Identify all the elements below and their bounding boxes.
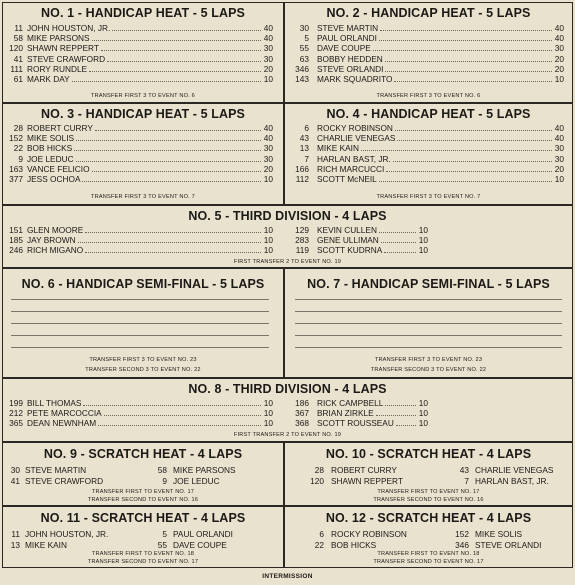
- car-number: 13: [299, 143, 309, 154]
- entry-row: [285, 225, 574, 235]
- semi-6-title: NO. 6 - HANDICAP SEMI-FINAL - 5 LAPS: [21, 277, 265, 291]
- entry-row: [3, 408, 285, 418]
- entry-row: [285, 418, 574, 428]
- heat-3-title: NO. 3 - HANDICAP HEAT - 5 LAPS: [41, 107, 245, 121]
- driver-name: STEVE ORLANDI: [317, 63, 384, 74]
- driver-name: PETE MARCOCCIA: [27, 408, 102, 419]
- entry-row: [3, 43, 283, 53]
- heat-2-transfer-note: TRANSFER FIRST 3 TO EVENT NO. 6: [376, 93, 481, 99]
- car-number: 28: [314, 465, 324, 475]
- leader-dots: [397, 133, 552, 141]
- leader-dots: [379, 225, 416, 233]
- handicap-points: 10: [263, 225, 273, 235]
- car-number: 246: [9, 245, 23, 256]
- heat-1-box: [2, 2, 284, 103]
- semi-7-transfer-second: TRANSFER SECOND 3 TO EVENT NO. 22: [370, 367, 487, 373]
- leader-dots: [82, 174, 261, 182]
- driver-name: BRIAN ZIRKLE: [317, 408, 374, 419]
- entry-row: [285, 54, 572, 64]
- event-5-box: [2, 205, 573, 268]
- entry-row: [285, 408, 574, 418]
- leader-dots: [76, 154, 261, 162]
- driver-name: STEVE CRAWFORD: [25, 475, 104, 486]
- handicap-points: 40: [554, 23, 564, 33]
- intermission-label: INTERMISSION: [262, 573, 313, 580]
- scratch-9-transfer-second: TRANSFER SECOND TO EVENT NO. 16: [87, 497, 199, 503]
- entry-row: [285, 398, 574, 408]
- driver-name: MIKE KAIN: [317, 143, 359, 154]
- scratch-9-title: NO. 9 - SCRATCH HEAT - 4 LAPS: [43, 447, 243, 461]
- heat-3-entries: [3, 123, 283, 184]
- scratch-10-transfer-second: TRANSFER SECOND TO EVENT NO. 16: [373, 497, 484, 503]
- driver-name: SHAWN REPPERT: [27, 43, 99, 54]
- entry-row: [285, 235, 574, 245]
- scratch-11-box: [2, 506, 284, 568]
- driver-name: SHAWN REPPERT: [331, 475, 403, 486]
- entry-row: [285, 174, 572, 184]
- car-number: 119: [295, 245, 309, 256]
- car-number: 63: [299, 53, 309, 64]
- handicap-points: 40: [263, 23, 273, 33]
- leader-dots: [107, 54, 261, 62]
- driver-name: BOBBY HEDDEN: [317, 53, 383, 64]
- car-number: 7: [464, 475, 469, 486]
- leader-dots: [92, 33, 261, 41]
- handicap-points: 40: [554, 33, 564, 44]
- driver-name: JOE LEDUC: [173, 475, 220, 486]
- driver-name: HARLAN BAST, JR.: [475, 475, 549, 486]
- result-line: [11, 335, 269, 336]
- car-number: 41: [13, 53, 23, 64]
- entry-row: [3, 74, 283, 84]
- scratch-12-transfer-first: TRANSFER FIRST TO EVENT NO. 18: [377, 551, 480, 557]
- driver-name: DEAN NEWNHAM: [27, 418, 97, 429]
- driver-name: DAVE COUPE: [173, 539, 227, 550]
- semi-6-transfer-second: TRANSFER SECOND 3 TO EVENT NO. 22: [85, 367, 201, 373]
- driver-name: JOE LEDUC: [27, 153, 74, 164]
- car-number: 5: [162, 529, 167, 539]
- scratch-10-box: [284, 442, 573, 506]
- leader-dots: [76, 133, 261, 141]
- car-number: 143: [295, 73, 309, 84]
- car-number: 111: [10, 63, 23, 74]
- car-number: 22: [13, 143, 23, 154]
- driver-name: HARLAN BAST, JR.: [317, 153, 391, 164]
- entry-row: [285, 23, 572, 33]
- entry-row: [285, 154, 572, 164]
- car-number: 120: [310, 475, 324, 486]
- driver-name: GENE ULLIMAN: [317, 235, 379, 246]
- driver-name: STEVE CRAWFORD: [27, 53, 106, 64]
- event-8-transfer-note: FIRST TRANSFER 2 TO EVENT NO. 19: [233, 432, 342, 438]
- scratch-11-transfer-second: TRANSFER SECOND TO EVENT NO. 17: [87, 559, 199, 565]
- entry-row: [285, 64, 572, 74]
- driver-name: PAUL ORLANDI: [173, 529, 233, 539]
- leader-dots: [380, 23, 552, 31]
- entry-row: [285, 43, 572, 53]
- handicap-points: 30: [554, 153, 564, 164]
- driver-name: ROCKY ROBINSON: [317, 123, 393, 133]
- leader-dots: [395, 123, 552, 131]
- scratch-9-transfer-first: TRANSFER FIRST TO EVENT NO. 17: [91, 489, 195, 495]
- entry-row: [285, 164, 572, 174]
- leader-dots: [74, 143, 261, 151]
- heat-2-entries: [285, 23, 572, 84]
- car-number: 120: [9, 43, 23, 54]
- result-line: [295, 323, 562, 324]
- car-number: 199: [9, 398, 23, 408]
- leader-dots: [104, 408, 261, 416]
- entry-row: [3, 143, 283, 153]
- entry-row: [285, 133, 572, 143]
- driver-name: ROBERT CURRY: [27, 123, 93, 133]
- result-line: [295, 347, 562, 348]
- car-number: 166: [295, 163, 309, 174]
- event-5-left-entries: [3, 225, 285, 256]
- leader-dots: [361, 143, 552, 151]
- handicap-points: 20: [263, 63, 273, 74]
- car-number: 365: [9, 418, 23, 429]
- entry-row: [285, 245, 574, 255]
- driver-name: SCOTT ROUSSEAU: [317, 418, 394, 429]
- leader-dots: [89, 64, 261, 72]
- semi-7-transfer-first: TRANSFER FIRST 3 TO EVENT NO. 23: [374, 357, 483, 363]
- leader-dots: [376, 408, 416, 416]
- handicap-points: 30: [554, 43, 564, 54]
- scratch-12-title: NO. 12 - SCRATCH HEAT - 4 LAPS: [325, 511, 532, 525]
- leader-dots: [386, 164, 552, 172]
- entry-row: [3, 54, 283, 64]
- entry-row: [3, 398, 285, 408]
- driver-name: MIKE SOLIS: [475, 529, 523, 539]
- handicap-points: 10: [263, 418, 273, 429]
- handicap-points: 10: [263, 398, 273, 408]
- handicap-points: 10: [554, 173, 564, 184]
- car-number: 9: [162, 475, 167, 486]
- car-number: 61: [13, 73, 23, 84]
- heat-3-transfer-note: TRANSFER FIRST 3 TO EVENT NO. 7: [90, 194, 195, 200]
- leader-dots: [385, 54, 552, 62]
- event-8-left-entries: [3, 398, 285, 429]
- handicap-points: 30: [263, 153, 273, 164]
- car-number: 129: [295, 225, 309, 235]
- handicap-points: 10: [554, 73, 564, 84]
- handicap-points: 20: [263, 163, 273, 174]
- heat-2-box: [284, 2, 573, 103]
- car-number: 6: [319, 529, 324, 539]
- car-number: 377: [9, 173, 23, 184]
- driver-name: BOB HICKS: [331, 539, 377, 550]
- handicap-points: 40: [263, 133, 273, 144]
- car-number: 186: [295, 398, 309, 408]
- driver-name: SCOTT KUDRNA: [317, 245, 383, 256]
- car-number: 367: [295, 408, 309, 419]
- driver-name: SCOTT McNEIL: [317, 173, 377, 184]
- leader-dots: [98, 418, 261, 426]
- leader-dots: [92, 164, 261, 172]
- scratch-12-transfer-second: TRANSFER SECOND TO EVENT NO. 17: [373, 559, 484, 565]
- handicap-points: 10: [418, 225, 428, 235]
- driver-name: CHARLIE VENEGAS: [475, 465, 554, 475]
- event-5-title: NO. 5 - THIRD DIVISION - 4 LAPS: [188, 209, 387, 223]
- car-number: 152: [9, 133, 23, 144]
- leader-dots: [78, 235, 261, 243]
- result-line: [295, 299, 562, 300]
- driver-name: RORY RUNDLE: [27, 63, 88, 74]
- heat-4-title: NO. 4 - HANDICAP HEAT - 5 LAPS: [326, 107, 531, 121]
- handicap-points: 10: [263, 173, 273, 184]
- leader-dots: [379, 33, 552, 41]
- heat-1-entries: [3, 23, 283, 84]
- handicap-points: 30: [263, 43, 273, 54]
- entry-row: [3, 64, 283, 74]
- handicap-points: 10: [418, 398, 428, 408]
- event-8-title: NO. 8 - THIRD DIVISION - 4 LAPS: [188, 382, 387, 396]
- entry-row: [3, 164, 283, 174]
- handicap-points: 10: [418, 235, 428, 246]
- car-number: 13: [10, 539, 20, 550]
- result-line: [11, 323, 269, 324]
- heat-4-box: [284, 103, 573, 205]
- driver-name: PAUL ORLANDI: [317, 33, 377, 44]
- car-number: 55: [157, 539, 167, 550]
- car-number: 7: [304, 153, 309, 164]
- leader-dots: [393, 154, 552, 162]
- handicap-points: 30: [263, 143, 273, 154]
- semi-7-box: [284, 268, 573, 378]
- car-number: 30: [10, 465, 20, 475]
- car-number: 212: [9, 408, 23, 419]
- car-number: 58: [157, 465, 167, 475]
- result-line: [295, 311, 562, 312]
- heat-4-transfer-note: TRANSFER FIRST 3 TO EVENT NO. 7: [376, 194, 481, 200]
- leader-dots: [95, 123, 261, 131]
- entry-row: [3, 133, 283, 143]
- driver-name: DAVE COUPE: [317, 43, 371, 54]
- semi-7-title: NO. 7 - HANDICAP SEMI-FINAL - 5 LAPS: [307, 277, 550, 291]
- car-number: 6: [304, 123, 309, 133]
- handicap-points: 10: [263, 73, 273, 84]
- driver-name: JOHN HOUSTON, JR.: [25, 529, 109, 539]
- leader-dots: [396, 418, 416, 426]
- leader-dots: [85, 245, 261, 253]
- car-number: 43: [459, 465, 469, 475]
- car-number: 5: [304, 33, 309, 44]
- scratch-12-box: [284, 506, 573, 568]
- semi-6-box: [2, 268, 284, 378]
- handicap-points: 10: [263, 245, 273, 256]
- car-number: 346: [295, 63, 309, 74]
- heat-3-box: [2, 103, 284, 205]
- car-number: 185: [9, 235, 23, 246]
- driver-name: VANCE FELICIO: [27, 163, 90, 174]
- leader-dots: [85, 225, 261, 233]
- car-number: 11: [11, 529, 20, 539]
- handicap-points: 30: [263, 53, 273, 64]
- driver-name: JESS OCHOA: [27, 173, 81, 184]
- car-number: 22: [314, 539, 324, 550]
- driver-name: STEVE MARTIN: [317, 23, 379, 33]
- handicap-points: 10: [418, 418, 428, 429]
- result-line: [11, 299, 269, 300]
- handicap-points: 40: [263, 33, 273, 44]
- car-number: 152: [455, 529, 469, 539]
- handicap-points: 40: [263, 123, 273, 133]
- car-number: 30: [299, 23, 309, 33]
- event-5-transfer-note: FIRST TRANSFER 2 TO EVENT NO. 19: [233, 259, 342, 265]
- car-number: 9: [18, 153, 23, 164]
- heat-2-title: NO. 2 - HANDICAP HEAT - 5 LAPS: [326, 6, 531, 20]
- event-5-right-entries: [285, 225, 574, 256]
- leader-dots: [373, 43, 552, 51]
- driver-name: ROBERT CURRY: [331, 465, 397, 475]
- handicap-points: 30: [554, 143, 564, 154]
- handicap-points: 10: [418, 408, 428, 419]
- driver-name: ROCKY ROBINSON: [331, 529, 407, 539]
- entry-row: [3, 174, 283, 184]
- handicap-points: 40: [554, 123, 564, 133]
- scratch-11-title: NO. 11 - SCRATCH HEAT - 4 LAPS: [40, 511, 246, 525]
- heat-1-transfer-note: TRANSFER FIRST 3 TO EVENT NO. 6: [90, 93, 195, 99]
- car-number: 41: [10, 475, 20, 486]
- driver-name: BILL THOMAS: [27, 398, 82, 408]
- result-line: [295, 335, 562, 336]
- entry-row: [285, 33, 572, 43]
- car-number: 368: [295, 418, 309, 429]
- car-number: 58: [13, 33, 23, 44]
- driver-name: MIKE SOLIS: [27, 133, 75, 144]
- driver-name: STEVE MARTIN: [25, 465, 87, 475]
- car-number: 11: [14, 23, 23, 33]
- result-line: [11, 311, 269, 312]
- driver-name: RICH MIGANO: [27, 245, 84, 256]
- entry-row: [3, 245, 285, 255]
- driver-name: JAY BROWN: [27, 235, 76, 246]
- event-8-right-entries: [285, 398, 574, 429]
- entry-row: [3, 225, 285, 235]
- handicap-points: 20: [554, 63, 564, 74]
- driver-name: MARK DAY: [27, 73, 70, 84]
- driver-name: MIKE KAIN: [25, 539, 67, 550]
- handicap-points: 40: [554, 133, 564, 144]
- entry-row: [3, 154, 283, 164]
- driver-name: BOB HICKS: [27, 143, 73, 154]
- leader-dots: [394, 74, 552, 82]
- driver-name: CHARLIE VENEGAS: [317, 133, 396, 144]
- driver-name: GLEN MOORE: [27, 225, 84, 235]
- scratch-10-title: NO. 10 - SCRATCH HEAT - 4 LAPS: [325, 447, 532, 461]
- leader-dots: [101, 43, 261, 51]
- car-number: 346: [455, 539, 469, 550]
- leader-dots: [83, 398, 261, 406]
- car-number: 43: [299, 133, 309, 144]
- driver-name: RICH MARCUCCI: [317, 163, 385, 174]
- handicap-points: 10: [263, 235, 273, 246]
- entry-row: [3, 418, 285, 428]
- entry-row: [3, 23, 283, 33]
- entry-row: [3, 123, 283, 133]
- driver-name: MIKE PARSONS: [27, 33, 90, 44]
- leader-dots: [72, 74, 261, 82]
- event-8-box: [2, 378, 573, 442]
- car-number: 151: [9, 225, 23, 235]
- driver-name: MIKE PARSONS: [173, 465, 236, 475]
- handicap-points: 10: [418, 245, 428, 256]
- car-number: 28: [13, 123, 23, 133]
- leader-dots: [379, 174, 552, 182]
- scratch-10-transfer-first: TRANSFER FIRST TO EVENT NO. 17: [377, 489, 480, 495]
- leader-dots: [385, 398, 416, 406]
- handicap-points: 20: [554, 53, 564, 64]
- scratch-9-box: [2, 442, 284, 506]
- handicap-points: 20: [554, 163, 564, 174]
- heat-1-title: NO. 1 - HANDICAP HEAT - 5 LAPS: [41, 6, 245, 20]
- driver-name: RICK CAMPBELL: [317, 398, 384, 408]
- heat-4-entries: [285, 123, 572, 184]
- car-number: 283: [295, 235, 309, 246]
- entry-row: [285, 74, 572, 84]
- driver-name: KEVIN CULLEN: [317, 225, 377, 235]
- car-number: 55: [299, 43, 309, 54]
- scratch-11-transfer-first: TRANSFER FIRST TO EVENT NO. 18: [91, 551, 195, 557]
- handicap-points: 10: [263, 408, 273, 419]
- driver-name: STEVE ORLANDI: [475, 539, 542, 550]
- leader-dots: [381, 235, 416, 243]
- entry-row: [3, 33, 283, 43]
- car-number: 163: [9, 163, 23, 174]
- car-number: 112: [295, 173, 309, 184]
- leader-dots: [384, 245, 416, 253]
- driver-name: MARK SQUADRITO: [317, 73, 393, 84]
- leader-dots: [112, 23, 261, 31]
- entry-row: [285, 123, 572, 133]
- leader-dots: [385, 64, 552, 72]
- entry-row: [285, 143, 572, 153]
- driver-name: JOHN HOUSTON, JR.: [27, 23, 111, 33]
- result-line: [11, 347, 269, 348]
- semi-6-transfer-first: TRANSFER FIRST 3 TO EVENT NO. 23: [89, 357, 197, 363]
- entry-row: [3, 235, 285, 245]
